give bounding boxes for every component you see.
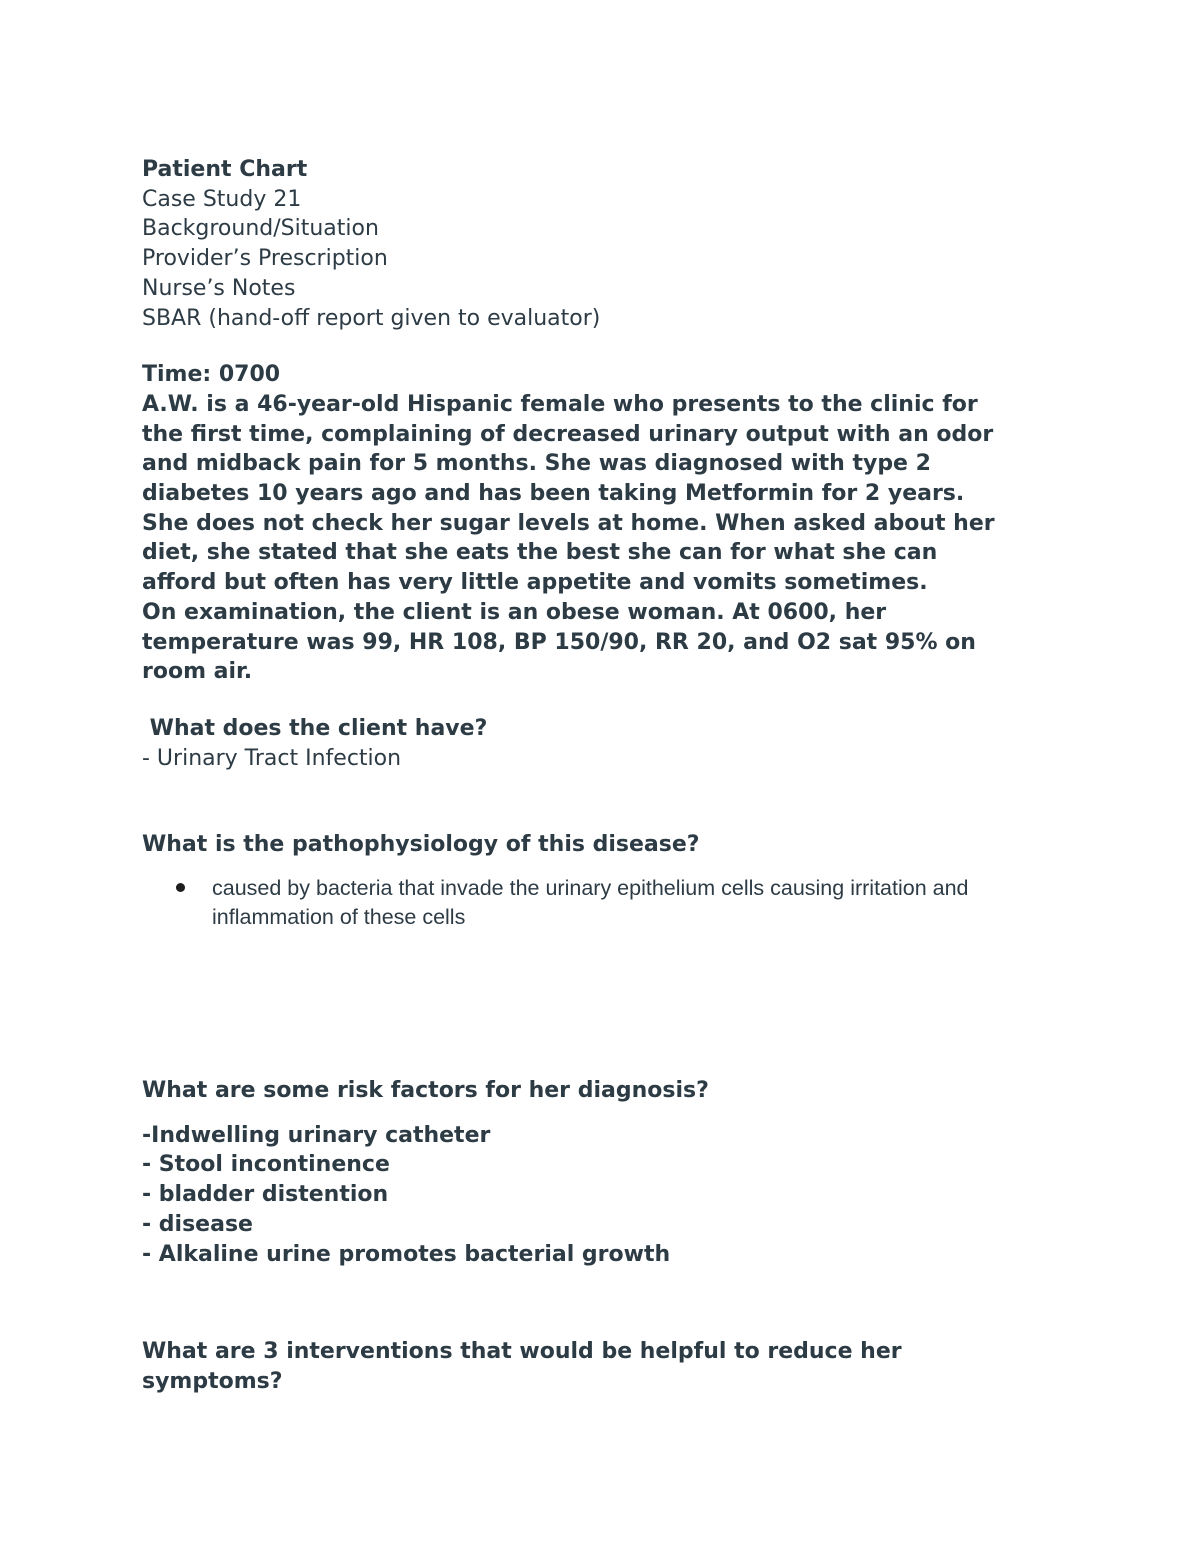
header-line-prescription: Provider’s Prescription	[142, 246, 388, 272]
question-4	[142, 1337, 1062, 1396]
spacer	[142, 333, 1062, 360]
answer-1: - Urinary Tract Infection	[142, 745, 402, 771]
answer-3-list	[142, 1121, 1062, 1270]
case-text-line: diet, she stated that she eats the best she can for what she can	[142, 540, 938, 566]
question-3: What are some risk factors for her diagnosis?	[142, 1078, 709, 1104]
case-text-line: and midback pain for 5 months. She was diagnosed with type 2	[142, 451, 931, 477]
case-time: Time: 0700	[142, 362, 281, 388]
header-line-case-study: Case Study 21	[142, 186, 302, 212]
list-item: - bladder distention	[142, 1182, 389, 1208]
header-line-background: Background/Situation	[142, 216, 379, 242]
spacer	[142, 931, 1062, 1076]
question-4-line: What are 3 interventions that would be helpful to reduce her	[142, 1339, 902, 1365]
header-line-nurse-notes: Nurse’s Notes	[142, 275, 296, 301]
spacer	[142, 1269, 1062, 1337]
case-text-line: temperature was 99, HR 108, BP 150/90, RR 20, and O2 sat 95% on	[142, 629, 976, 655]
list-item: -Indwelling urinary catheter	[142, 1122, 491, 1148]
case-text-line: She does not check her sugar levels at home. When asked about her	[142, 510, 995, 536]
page-title: Patient Chart	[142, 157, 308, 182]
list-item: - Stool incontinence	[142, 1152, 390, 1178]
case-text-line: afford but often has very little appetite and vomits sometimes.	[142, 570, 928, 596]
question-4-line: symptoms?	[142, 1368, 283, 1394]
case-text-line: A.W. is a 46-year-old Hispanic female who presents to the clinic for	[142, 391, 978, 417]
case-text-line: the first time, complaining of decreased urinary output with an odor	[142, 421, 994, 447]
document-page	[142, 155, 1062, 1397]
case-text-line: diabetes 10 years ago and has been taking Metformin for 2 years.	[142, 481, 965, 507]
case-text-line: room air.	[142, 659, 253, 685]
list-item: caused by bacteria that invade the urinary epithelium cells causing irritation and inflammation of these cells	[142, 874, 1062, 931]
answer-2-list	[142, 874, 1062, 931]
spacer	[142, 773, 1062, 830]
question-2: What is the pathophysiology of this disease?	[142, 832, 700, 858]
question-1: What does the client have?	[142, 715, 488, 741]
case-paragraph-2	[142, 598, 1062, 687]
list-item: - disease	[142, 1211, 253, 1237]
list-item: - Alkaline urine promotes bacterial growth	[142, 1241, 671, 1267]
spacer	[142, 687, 1062, 714]
case-text-line: On examination, the client is an obese woman. At 0600, her	[142, 599, 887, 625]
header-line-sbar: SBAR (hand-off report given to evaluator)	[142, 305, 601, 331]
case-paragraph-1	[142, 390, 1062, 598]
spacer	[142, 1106, 1062, 1121]
